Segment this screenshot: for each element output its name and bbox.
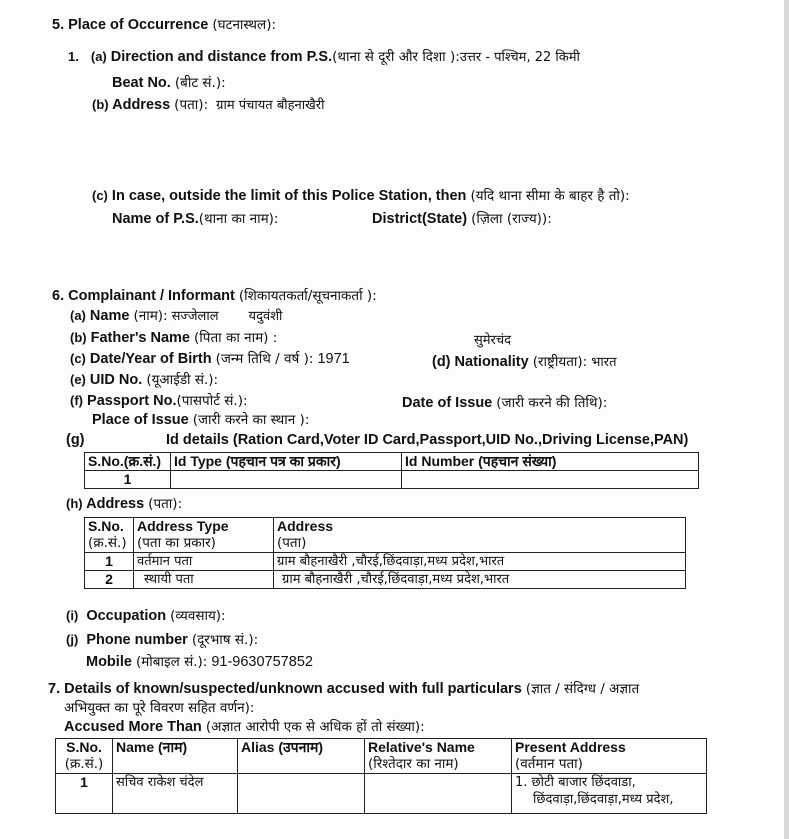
passport-row [70, 392, 248, 410]
dob-label: Date/Year of Birth [89, 351, 212, 367]
phone-label-hi: (दूरभाष सं.): [191, 632, 259, 648]
item-label: (f) [70, 393, 83, 408]
section-7-heading [48, 680, 639, 698]
mobile-label: Mobile [86, 654, 132, 670]
dob-label-hi: (जन्म तिथि / वर्ष ): [215, 351, 314, 367]
mobile-row [86, 653, 313, 671]
section-7-title-hi: (ज्ञात / संदिग्ध / अज्ञात [525, 681, 640, 697]
cell-address-type: वर्तमान पता [134, 553, 274, 571]
beat-label-hi: (बीट सं.): [174, 75, 226, 91]
section-7-title-hi-cont: अभियुक्त का पूरे विवरण सहित वर्णन): [64, 700, 255, 716]
occupation-label: Occupation [86, 608, 167, 624]
district-label-hi: (ज़िला (राज्य)): [471, 211, 552, 227]
cell-id-number [402, 471, 699, 489]
father-name-value: सुमेरचंद [474, 333, 512, 348]
place-of-issue-label: Place of Issue [92, 412, 189, 428]
header-address-type-hi: (पता का प्रकार) [137, 535, 216, 551]
header-address [274, 518, 686, 553]
table-row [85, 553, 686, 571]
address-label: Address [112, 97, 171, 113]
id-details-label: Id details (Ration Card,Voter ID Card,Passport,UID No.,Driving License,PAN) [166, 432, 689, 448]
header-sno-hi: (क्र.सं.) [64, 756, 104, 772]
address-label-hi: (पता): [174, 97, 209, 113]
cell-relative-name [365, 774, 512, 814]
occupation-row [66, 607, 226, 625]
district-row [372, 210, 552, 228]
date-of-issue-row [402, 394, 607, 412]
nationality-row [432, 353, 616, 372]
uid-row [70, 371, 218, 389]
name-last-value: यदुवंशी [248, 309, 283, 324]
place-of-issue-row [92, 411, 309, 429]
header-present-address-hi: (वर्तमान पता) [515, 756, 583, 772]
header-present-address-en: Present Address [515, 739, 626, 755]
cell-address: ग्राम बौहनाखैरी ,चौरई,छिंदवाड़ा,मध्य प्रदेश,भारत [274, 553, 686, 571]
complainant-address-row [66, 495, 182, 513]
date-of-issue-label-hi: (जारी करने की तिथि): [496, 395, 608, 411]
passport-label-hi: (पासपोर्ट सं.): [176, 393, 248, 409]
address-label-hi: (पता): [148, 496, 183, 512]
header-name [113, 739, 238, 774]
item-label: (a) [90, 49, 107, 64]
section-6-title: 6. Complainant / Informant [52, 288, 235, 304]
phone-label: Phone number [86, 632, 188, 648]
item-label: (d) [432, 354, 451, 370]
ps-name-label-hi: (थाना का नाम): [198, 211, 279, 227]
district-label: District(State) [372, 211, 468, 227]
direction-label: Direction and distance from P.S. [110, 49, 333, 65]
present-address-line-1: 1. छोटी बाजार छिंदवाडा, [515, 775, 636, 790]
outside-limit-label-hi: (यदि थाना सीमा के बाहर है तो): [470, 188, 630, 204]
cell-sno: 1 [85, 553, 134, 571]
table-header-row [56, 739, 707, 774]
item-label: (b) [70, 330, 87, 345]
address-label: Address [86, 496, 145, 512]
phone-row [66, 631, 258, 649]
name-first-value: सज्जेलाल [171, 309, 219, 324]
accused-more-row [64, 718, 425, 736]
name-label-hi: (नाम): [133, 308, 168, 324]
item-label: (c) [70, 351, 86, 366]
accused-more-label-hi: (अज्ञात आरोपी एक से अधिक हों तो संख्या): [205, 719, 425, 735]
header-name-en: Name (नाम) [116, 739, 188, 755]
father-name-row [70, 329, 277, 347]
header-present-address [512, 739, 707, 774]
header-sno-hi: (क्र.सं.) [88, 535, 127, 551]
father-name-label: Father's Name [90, 330, 190, 346]
direction-row [68, 48, 580, 67]
date-of-issue-label: Date of Issue [402, 395, 493, 411]
cell-present-address [512, 774, 707, 814]
cell-alias [238, 774, 365, 814]
accused-more-label: Accused More Than [64, 719, 202, 735]
item-label: (a) [70, 308, 86, 323]
section-7-title: 7. Details of known/suspected/unknown accused with full particulars [48, 681, 522, 697]
header-address-hi: (पता) [277, 535, 307, 551]
header-id-number: Id Number (पहचान संख्या) [402, 453, 699, 471]
name-label: Name [89, 308, 130, 324]
complainant-name-row [70, 307, 282, 326]
nationality-label-hi: (राष्ट्रीयता): [532, 354, 588, 370]
header-sno [56, 739, 113, 774]
table-row [85, 571, 686, 589]
item-label: (b) [92, 97, 109, 112]
item-label: (i) [66, 608, 79, 623]
ps-name-row [112, 210, 278, 228]
dob-value: 1971 [317, 351, 350, 367]
header-address-type-en: Address Type [137, 518, 229, 534]
header-sno-en: S.No. [66, 739, 102, 755]
header-address-type [134, 518, 274, 553]
item-label: (c) [92, 188, 108, 203]
id-details-label-g: (g) [66, 432, 85, 448]
beat-no-row [112, 74, 226, 92]
cell-sno: 2 [85, 571, 134, 589]
header-alias-en: Alias (उपनाम) [241, 739, 324, 755]
direction-label-hi: (थाना से दूरी और दिशा ): [332, 49, 460, 65]
section-5-title-hi: (घटनास्थल): [212, 17, 277, 33]
item-label: (e) [70, 372, 86, 387]
nationality-label: Nationality [454, 354, 529, 370]
page-edge-shadow [784, 0, 789, 839]
cell-sno: 1 [56, 774, 113, 814]
item-number: 1. [68, 49, 79, 64]
mobile-value: 91-9630757852 [211, 654, 313, 670]
section-5-heading [52, 16, 276, 34]
accused-table [55, 738, 707, 814]
beat-label: Beat No. [112, 75, 171, 91]
nationality-value: भारत [591, 355, 617, 370]
header-sno-en: S.No. [88, 518, 124, 534]
outside-limit-label: In case, outside the limit of this Police Station, then [111, 188, 467, 204]
direction-value: उत्तर - पश्चिम, 22 किमी [459, 50, 580, 65]
header-relative-name-en: Relative's Name [368, 739, 475, 755]
item-label: (h) [66, 496, 83, 511]
occurrence-address-row [92, 96, 324, 115]
header-relative-name [365, 739, 512, 774]
ps-name-label: Name of P.S. [112, 211, 199, 227]
header-relative-name-hi: (रिश्तेदार का नाम) [368, 756, 459, 772]
header-address-en: Address [277, 518, 334, 534]
table-row [56, 774, 707, 814]
header-alias [238, 739, 365, 774]
cell-sno: 1 [85, 471, 171, 489]
outside-limit-row [92, 187, 630, 205]
item-label: (j) [66, 632, 79, 647]
address-table [84, 517, 686, 589]
present-address-line-2: छिंदवाड़ा,छिंदवाड़ा,मध्य प्रदेश, [533, 792, 674, 807]
section-6-heading [52, 287, 377, 305]
section-6-title-hi: (शिकायतकर्ता/सूचनाकर्ता ): [238, 288, 377, 304]
uid-label-hi: (यूआईडी सं.): [146, 372, 219, 388]
place-of-issue-label-hi: (जारी करने का स्थान ): [192, 412, 310, 428]
cell-address: ग्राम बौहनाखैरी ,चौरई,छिंदवाड़ा,मध्य प्रदेश,भारत [274, 571, 686, 589]
address-value: ग्राम पंचायत बौहनाखैरी [216, 98, 325, 113]
mobile-label-hi: (मोबाइल सं.): [135, 654, 208, 670]
father-name-label-hi: (पिता का नाम) : [194, 330, 278, 346]
table-row [85, 471, 699, 489]
cell-address-type: स्थायी पता [134, 571, 274, 589]
section-5-title: 5. Place of Occurrence [52, 17, 209, 33]
passport-label: Passport No. [87, 393, 177, 409]
header-sno [85, 518, 134, 553]
cell-name: सचिव राकेश चंदेल [113, 774, 238, 814]
table-header-row [85, 518, 686, 553]
dob-row [70, 350, 350, 368]
table-header-row [85, 453, 699, 471]
uid-label: UID No. [89, 372, 143, 388]
header-sno: S.No.(क्र.सं.) [85, 453, 171, 471]
occupation-label-hi: (व्यवसाय): [170, 608, 226, 624]
cell-id-type [171, 471, 402, 489]
header-id-type: Id Type (पहचान पत्र का प्रकार) [171, 453, 402, 471]
id-details-table [84, 452, 699, 489]
